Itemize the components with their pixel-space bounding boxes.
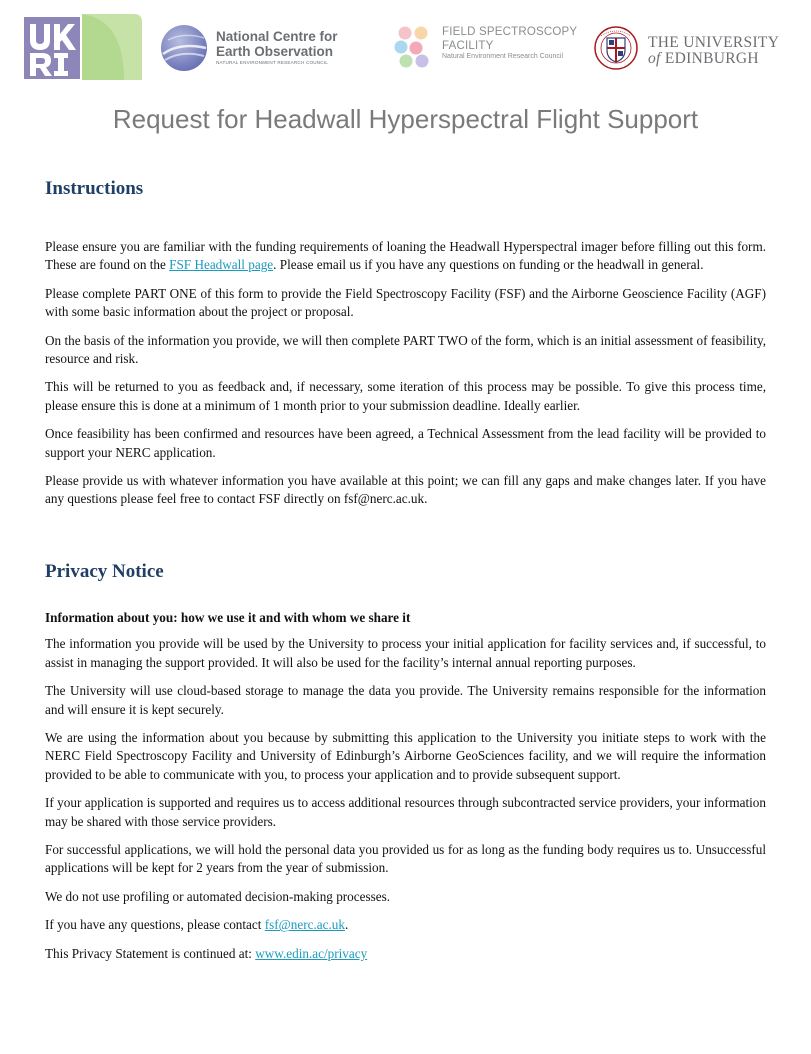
privacy-paragraph-4: If your application is supported and requires us to access additional resources through subcontracted service providers, your information may be shared with those service providers.	[45, 795, 766, 829]
fsf-subtitle: Natural Environment Research Council	[442, 53, 563, 60]
privacy-paragraph-1: The information you provide will be used by the University to process your initial application for facility services and, if successful, to assist in managing the support provided. It will also be used for the facility’s internal annual reporting purposes.	[45, 636, 766, 670]
instructions-paragraph-1: Please ensure you are familiar with the funding requirements of loaning the Headwall Hyperspectral imager before filling out this form. These are found on the FSF Headwall page. Please email us if you have any questions on funding or the headwall in general.	[45, 239, 766, 273]
privacy-paragraph-2: The University will use cloud-based storage to manage the data you provide. The University remains responsible for the information and will ensure it is kept securely.	[45, 683, 766, 717]
privacy-subheading: Information about you: how we use it and with whom we share it	[45, 610, 411, 625]
fsf-headwall-page-link[interactable]: FSF Headwall page	[169, 257, 274, 273]
uoe-logo	[594, 26, 794, 74]
instructions-paragraph-2: Please complete PART ONE of this form to provide the Field Spectroscopy Facility (FSF) and the Airborne Geoscience Facility (AGF) with some basic information about the project or proposal.	[45, 285, 766, 320]
privacy-heading: Privacy Notice	[45, 561, 164, 582]
nceo-title: National Centre for Earth Observation	[216, 29, 338, 59]
uoe-crest-icon	[594, 26, 642, 74]
fsf-logo	[392, 24, 582, 72]
privacy-paragraph-8: This Privacy Statement is continued at: www.edin.ac/privacy	[45, 945, 368, 961]
document-title: Request for Headwall Hyperspectral Flight Support	[112, 104, 699, 134]
fsf-dots-icon	[392, 24, 440, 72]
privacy-section	[45, 561, 766, 973]
nceo-globe-icon	[160, 24, 210, 74]
privacy-paragraph-3: We are using the information about you because by submitting this application to the University you initiate steps to work with the NERC Field Spectroscopy Facility and University of Edinburgh’s Airborne GeoSciences facility, and we will require the information provided to be able to communicate with you, to process your application and to provide subsequent support.	[45, 730, 766, 782]
nceo-logo	[160, 24, 370, 72]
privacy-paragraph-5: For successful applications, we will hold the personal data you provided us for as long as the funding body requires us to. Unsuccessful applications will be kept for 2 years from the year of submission.	[45, 842, 766, 876]
privacy-paragraph-6: We do not use profiling or automated decision-making processes.	[45, 888, 391, 904]
uoe-name-line2: of EDINBURGH	[648, 50, 759, 67]
privacy-paragraph-7: If you have any questions, please contact fsf@nerc.ac.uk.	[45, 917, 349, 933]
instructions-paragraph-5: Once feasibility has been confirmed and resources have been agreed, a Technical Assessment from the lead facility will be provided to support your NERC application.	[45, 426, 766, 460]
instructions-paragraph-6: Please provide us with whatever information you have available at this point; we can fill any gaps and make changes later. If you have any questions please feel free to contact FSF directly on fsf@nerc.ac.uk.	[45, 473, 766, 507]
instructions-paragraph-4: This will be returned to you as feedback and, if necessary, some iteration of this process may be possible. To give this process time, please ensure this is done at a minimum of 1 month prior to your submission deadline. Ideally earlier.	[45, 379, 766, 413]
instructions-heading: Instructions	[45, 178, 144, 199]
fsf-email-link[interactable]: fsf@nerc.ac.uk	[264, 917, 345, 933]
logo-bar	[0, 0, 811, 90]
privacy-statement-link[interactable]: www.edin.ac/privacy	[255, 945, 368, 961]
fsf-title: FIELD SPECTROSCOPY FACILITY	[442, 26, 578, 52]
instructions-section	[45, 178, 766, 519]
uoe-name-line1: THE UNIVERSITY	[648, 34, 780, 51]
ukri-logo	[24, 14, 142, 80]
nceo-subtitle: NATURAL ENVIRONMENT RESEARCH COUNCIL	[216, 60, 329, 65]
instructions-paragraph-3: On the basis of the information you provide, we will then complete PART TWO of the form, which is an initial assessment of feasibility, resource and risk.	[45, 332, 766, 367]
